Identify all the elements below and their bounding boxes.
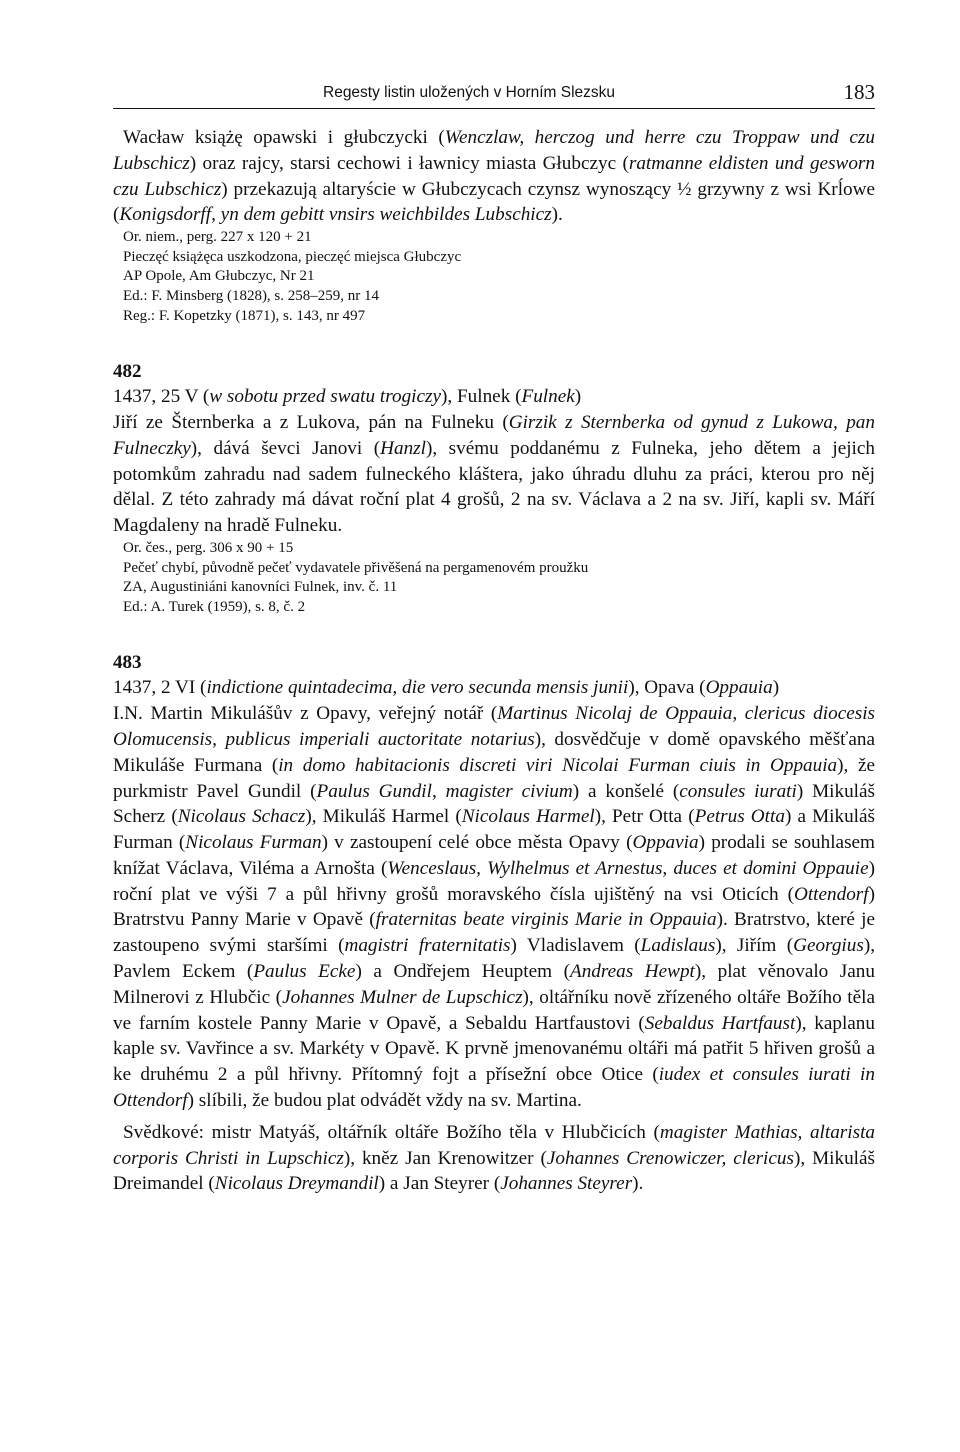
latin-gloss: Hanzl [380, 437, 426, 459]
latin-gloss: Wenczlaw, herczog und herre czu Troppaw und czu Lubschicz [113, 127, 875, 174]
latin-gloss: Nicolaus Harmel [461, 806, 595, 828]
entry-482-date: 1437, 25 V (w sobotu przed swatu trogiczy), Fulnek (Fulnek) [113, 386, 582, 408]
entry-482-meta-line-1: Or. čes., perg. 306 x 90 + 15 [123, 539, 294, 556]
entry-482-number: 482 [113, 361, 142, 383]
latin-gloss: Johannes Crenowiczer, clericus [546, 1147, 794, 1169]
page-number: 183 [843, 80, 875, 104]
latin-gloss: Petrus Otta [694, 806, 785, 828]
latin-gloss: Wenceslaus, Wylhelmus et Arnestus, duces et domini Oppauie [387, 857, 869, 879]
entry-481-meta [113, 228, 875, 326]
latin-gloss: w sobotu przed swatu trogiczy [209, 386, 441, 408]
running-title: Regesty listin uložených v Horním Slezsku [323, 84, 616, 101]
entry-481-meta-line-1: Or. niem., perg. 227 x 120 + 21 [123, 229, 312, 246]
latin-gloss: iudex et consules iurati in Ottendorf [113, 1064, 875, 1112]
document-page [113, 78, 875, 1197]
entry-483-number: 483 [113, 652, 142, 674]
latin-gloss: Martinus Nicolaj de Oppauia, clericus diocesis Olomucensis, publicus imperiali auctoritate notarius [113, 703, 875, 750]
entry-482-meta-line-4: Ed.: A. Turek (1959), s. 8, č. 2 [123, 598, 306, 615]
latin-gloss: Nicolaus Schacz [177, 806, 306, 828]
latin-gloss: Ottendorf [793, 883, 869, 905]
latin-gloss: consules iurati [679, 780, 797, 802]
latin-gloss: Georgius [793, 935, 864, 957]
latin-gloss: in domo habitacionis discreti viri Nicolai Furman ciuis in Oppauia [278, 754, 838, 776]
entry-481-meta-line-2: Pieczęć książęca uszkodzona, pieczęć miejsca Głubczyc [123, 248, 462, 265]
latin-gloss: Paulus Ecke [253, 961, 356, 983]
latin-gloss: Ladislaus [640, 935, 716, 957]
latin-gloss: ratmanne eldisten und gesworn czu Lubschicz [113, 152, 875, 200]
entry-481-meta-line-3: AP Opole, Am Głubczyc, Nr 21 [123, 268, 315, 285]
entry-483-witnesses: Svědkové: mistr Matyáš, oltářník oltáře Božího těla v Hlubčicích (magister Mathias, altarista corporis Christi in Lupschicz), kněz Jan Krenowitzer (Johannes Crenowiczer, clericus), Mikuláš Dreimandel (Nicolaus Dreymandil) a Jan Steyrer (Johannes Steyrer). [113, 1121, 876, 1195]
latin-gloss: Sebaldus Hartfaust [644, 1012, 796, 1034]
latin-gloss: Johannes Mulner de Lupschicz [282, 986, 523, 1008]
latin-gloss: Girzik z Sternberka od gynud z Lukowa, pan Fulneczky [113, 411, 875, 459]
latin-gloss: Paulus Gundil, magister civium [316, 780, 573, 802]
page-header [113, 78, 875, 109]
latin-gloss: fraternitas beate virginis Marie in Oppauia [375, 909, 717, 931]
latin-gloss: Nicolaus Furman [185, 832, 322, 854]
latin-gloss: Oppauia [705, 677, 773, 699]
latin-gloss: Andreas Hewpt [569, 961, 695, 983]
latin-gloss: indictione quintadecima, die vero secunda mensis junii [206, 677, 629, 699]
latin-gloss: Konigsdorff, yn dem gebitt vnsirs weichbildes Lubschicz [119, 204, 552, 226]
latin-gloss: Oppavia [632, 832, 699, 854]
entry-481-meta-line-5: Reg.: F. Kopetzky (1871), s. 143, nr 497 [123, 307, 366, 324]
latin-gloss: Johannes Steyrer [500, 1173, 633, 1195]
latin-gloss: Fulnek [521, 386, 575, 408]
entry-483-date: 1437, 2 VI (indictione quintadecima, die vero secunda mensis junii), Opava (Oppauia) [113, 677, 780, 699]
latin-gloss: Nicolaus Dreymandil [214, 1173, 379, 1195]
entry-482-meta-line-2: Pečeť chybí, původně pečeť vydavatele přivěšená na pergamenovém proužku [123, 559, 589, 576]
latin-gloss: magistri fraternitatis [344, 935, 511, 957]
entry-482-meta-line-3: ZA, Augustiniáni kanovníci Fulnek, inv. č. 11 [123, 579, 398, 596]
entry-481-meta-line-4: Ed.: F. Minsberg (1828), s. 258–259, nr 14 [123, 287, 380, 304]
latin-gloss: magister Mathias, altarista corporis Christi in Lupschicz [113, 1121, 876, 1169]
entry-481-summary: Wacław książę opawski i głubczycki (Wenczlaw, herczog und herre czu Troppaw und czu Lubschicz) oraz rajcy, starsi cechowi i ławnicy miasta Głubczyc (ratmanne eldisten und gesworn czu Lubschicz) przekazują altaryście w Głubczycach czynsz wynoszący ½ grzywny z wsi Krĺowe (Konigsdorff, yn dem gebitt vnsirs weichbildes Lubschicz). [113, 127, 875, 226]
entry-482-meta [113, 539, 875, 617]
entry-483-summary: I.N. Martin Mikulášův z Opavy, veřejný notář (Martinus Nicolaj de Oppauia, clericus diocesis Olomucensis, publicus imperiali auctoritate notarius), dosvědčuje v domě opavského měšťana Mikuláše Furmana (in domo habitacionis discreti viri Nicolai Furman ciuis in Oppauia), že purkmistr Pavel Gundil (Paulus Gundil, magister civium) a konšelé (consules iurati) Mikuláš Scherz (Nicolaus Schacz), Mikuláš Harmel (Nicolaus Harmel), Petr Otta (Petrus Otta) a Mikuláš Furman (Nicolaus Furman) v zastoupení celé obce města Opavy (Oppavia) prodali se souhlasem knížat Václava, Viléma a Arnošta (Wenceslaus, Wylhelmus et Arnestus, duces et domini Oppauie) roční plat ve výši 7 a půl hřivny grošů moravského čísla ujištěný na vsi Oticích (Ottendorf) Bratrstvu Panny Marie v Opavě (fraternitas beate virginis Marie in Oppauia). Bratrstvo, které je zastoupeno svými staršími (magistri fraternitatis) Vladislavem (Ladislaus), Jiřím (Georgius), Pavlem Eckem (Paulus Ecke) a Ondřejem Heuptem (Andreas Hewpt), plat věnovalo Janu Milnerovi z Hlubčic (Johannes Mulner de Lupschicz), oltářníku nově zřízeného oltáře Božího těla ve farním kostele Panny Marie v Opavě, a Sebaldu Hartfaustovi (Sebaldus Hartfaust), kaplanu kaple sv. Vavřince a sv. Markéty v Opavě. K prvně jmenovanému oltáři má patřit 5 hřiven grošů a ke druhému 2 a půl hřivny. Přítomný fojt a přísežní obce Otice (iudex et consules iurati in Ottendorf) slíbili, že budou plat odvádět vždy na sv. Martina. [113, 703, 876, 1112]
entry-482-summary: Jiří ze Šternberka a z Lukova, pán na Fulneku (Girzik z Sternberka od gynud z Lukowa, pan Fulneczky), dává ševci Janovi (Hanzl), svému poddanému z Fulneka, jeho dětem a jejich potomkům zahradu nad sadem fulneckého kláštera, jako úhradu dluhu za práci, kterou pro něj dělal. Z této zahrady má dávat roční plat 4 grošů, 2 na sv. Václava a 2 na sv. Jiří, kapli sv. Máří Magdaleny na hradě Fulneku. [113, 411, 875, 537]
